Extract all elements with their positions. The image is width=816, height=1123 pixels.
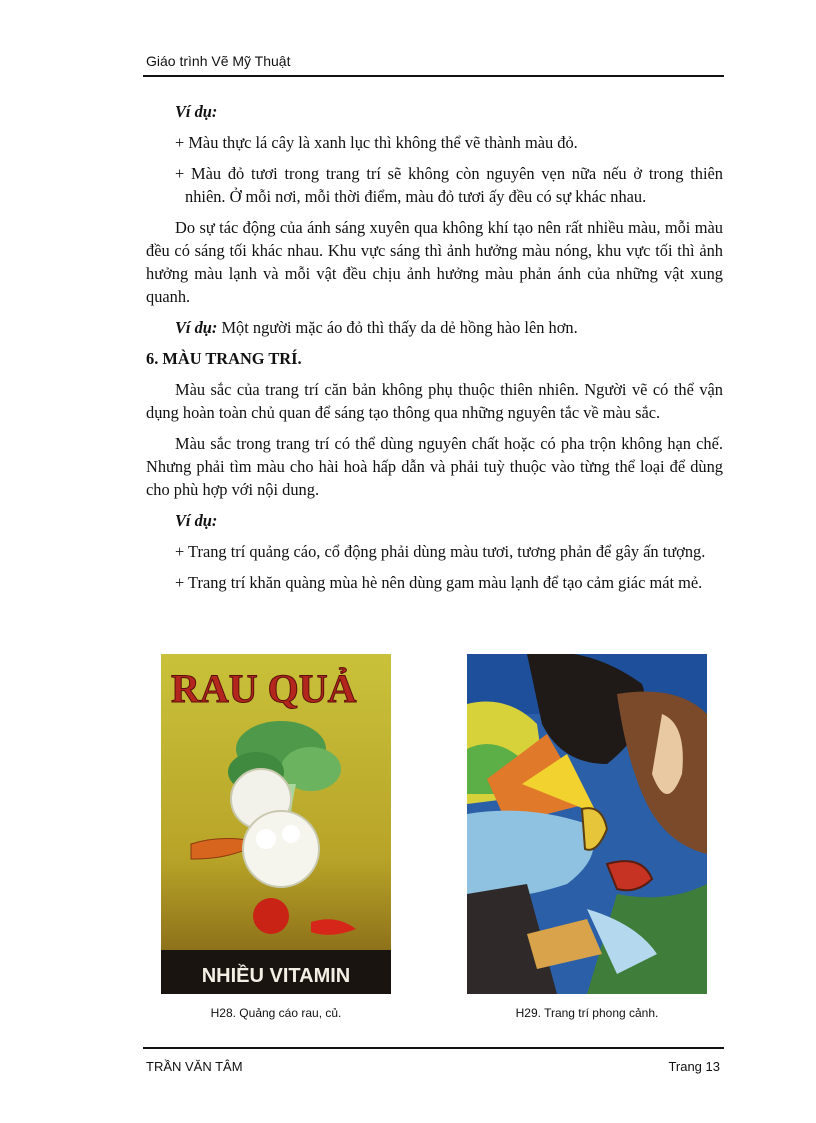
running-header: Giáo trình Vẽ Mỹ Thuật: [146, 53, 291, 69]
poster-footer: NHIỀU VITAMIN: [201, 965, 351, 987]
page-body: [146, 100, 723, 602]
landscape-decoration-image: [467, 654, 707, 994]
footer-author: TRẦN VĂN TÂM: [146, 1059, 243, 1074]
body-paragraph: Màu sắc của trang trí căn bản không phụ thuộc thiên nhiên. Người vẽ có thể vận dụng hoàn toàn chủ quan để sáng tạo thông qua những nguyên tắc về màu sắc.: [146, 380, 723, 422]
example-text: Một người mặc áo đỏ thì thấy da dẻ hồng hào lên hơn.: [217, 318, 578, 337]
body-paragraph: Do sự tác động của ánh sáng xuyên qua không khí tạo nên rất nhiều màu, mỗi màu đều có sáng tối khác nhau. Khu vực sáng thì ảnh hưởng màu nóng, khu vực tối thì ảnh hưởng màu lạnh và mỗi vật đều chịu ảnh hưởng màu phản ánh của những vật xung quanh.: [146, 218, 723, 306]
header-rule: [143, 75, 724, 77]
bullet-item: + Màu đỏ tươi trong trang trí sẽ không còn nguyên vẹn nữa nếu ở trong thiên nhiên. Ở mỗi nơi, mỗi thời điểm, màu đỏ tươi ấy đều có sự khác nhau.: [175, 164, 723, 206]
page-number: Trang 13: [668, 1059, 720, 1074]
body-paragraph: Màu sắc trong trang trí có thể dùng nguyên chất hoặc có pha trộn không hạn chế. Nhưng phải tìm màu cho hài hoà hấp dẫn và phải tuỳ thuộc vào từng thể loại để dùng cho phù hợp với nội dung.: [146, 434, 723, 499]
example-label: Ví dụ:: [175, 318, 218, 337]
figure-caption: H29. Trang trí phong cảnh.: [515, 1006, 659, 1020]
bullet-item: + Trang trí khăn quàng mùa hè nên dùng gam màu lạnh để tạo cảm giác mát mẻ.: [175, 573, 703, 592]
example-line: [146, 316, 723, 339]
section-heading: 6. MÀU TRANG TRÍ.: [146, 349, 302, 368]
poster-title: RAU QUẢ: [171, 666, 357, 711]
figure-caption: H28. Quảng cáo rau, củ.: [210, 1006, 342, 1020]
example-label: Ví dụ:: [175, 102, 218, 121]
footer-rule: [143, 1047, 724, 1049]
example-label: Ví dụ:: [175, 511, 218, 530]
bullet-item: + Màu thực lá cây là xanh lục thì không thể vẽ thành màu đỏ.: [175, 133, 578, 152]
bullet-item: + Trang trí quảng cáo, cổ động phải dùng màu tươi, tương phản để gây ấn tượng.: [175, 542, 706, 561]
vegetable-poster-image: [161, 654, 391, 994]
